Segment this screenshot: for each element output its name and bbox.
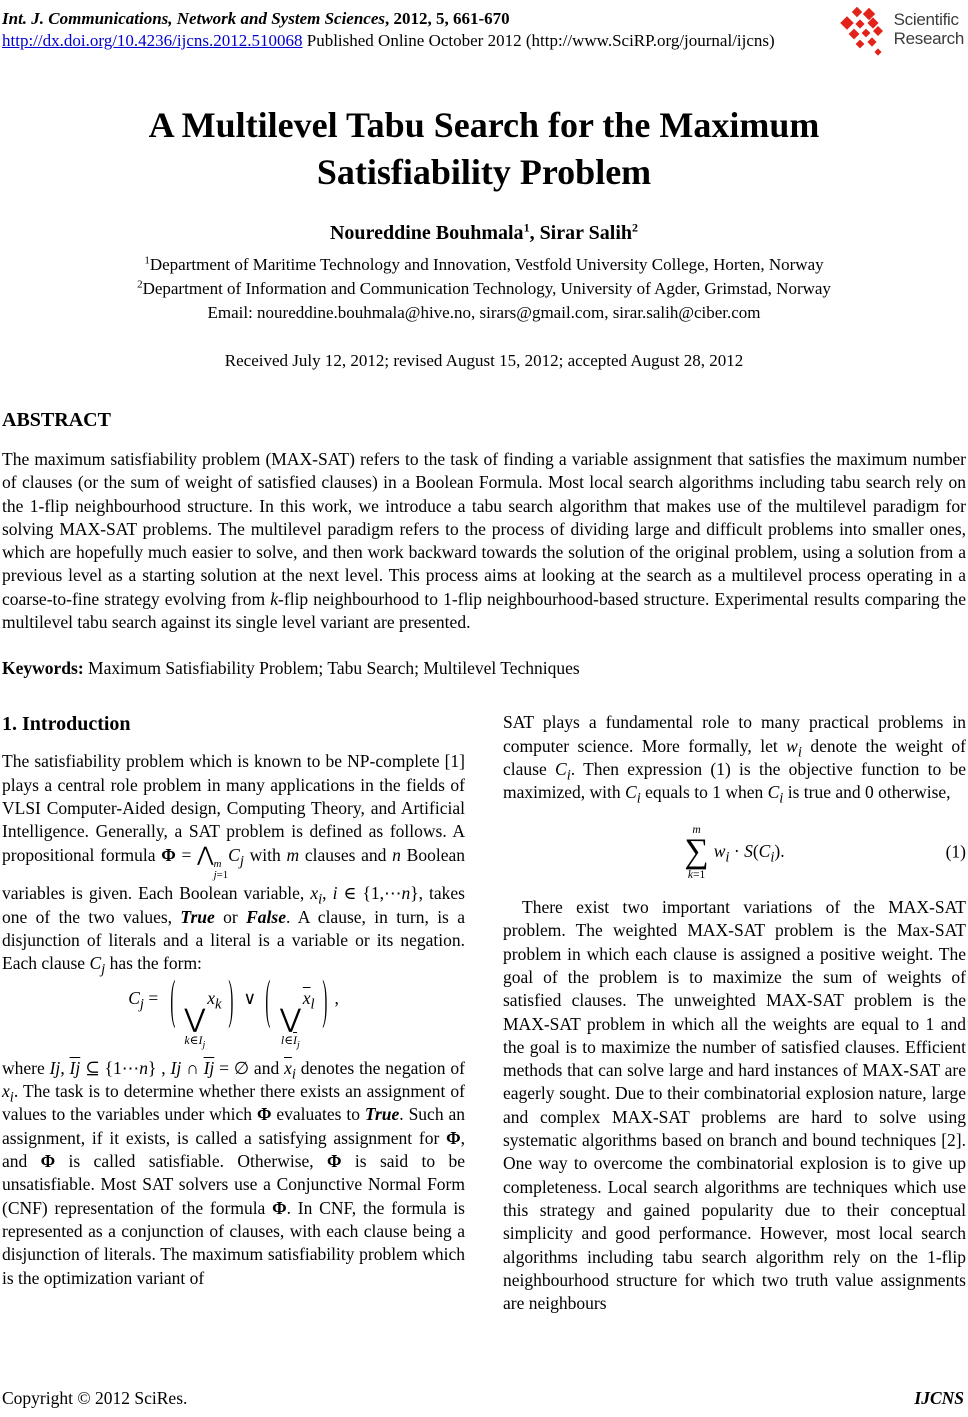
objective-function-row <box>503 823 966 883</box>
copyright-text: Copyright © 2012 SciRes. <box>2 1388 188 1408</box>
publication-line <box>2 30 775 52</box>
journal-citation-line <box>2 8 775 30</box>
intro-paragraph-1: The satisfiability problem which is known to be NP-complete [1] plays a central role problem in many applications in the fields of VLSI Computer-Aided design, Computing Theory, and Artificial Intelligence. Generally, a SAT problem is defined as follows. A propositional formula Φ = ⋀ m j=1 $C_j$ with m clauses and n Boolean variables is given. Each Boolean variable, $x_i$, i ∈ {1,⋯n}, takes one of the two values, True or False. A clause, in turn, is a disjunction of literals and a literal is a variable or its negation. Each clause $C_j$ has the form: <box>2 751 466 978</box>
body-columns <box>2 711 966 1315</box>
journal-name: Int. J. Communications, Network and System Sciences <box>2 9 386 28</box>
email-line: Email: noureddine.bouhmala@hive.no, sirars@gmail.com, sirar.salih@ciber.com <box>207 303 761 322</box>
journal-info <box>2 6 775 52</box>
journal-abbreviation: IJCNS <box>914 1388 964 1408</box>
affiliation-2: $^2$Department of Information and Communication Technology, University of Agder, Grimstad, Norway <box>137 278 831 298</box>
page-footer <box>2 1388 964 1409</box>
left-column <box>2 711 465 1315</box>
received-dates-line: Received July 12, 2012; revised August 15, 2012; accepted August 28, 2012 <box>224 351 744 370</box>
doi-link[interactable]: http://dx.doi.org/10.4236/ijcns.2012.510068 <box>2 31 303 50</box>
intro-paragraph-4: There exist two important variations of the MAX-SAT problem. The weighted MAX-SAT problem is the Max-SAT problem in which each clause is assigned a positive weight. The goal of the problem is to maximize the sum of weights of satisfied clauses. The unweighted MAX-SAT problem is the MAX-SAT problem in which all the weights are equal to 1 and the goal is to maximize the number of satisfied clauses. Efficient methods that can solve large and hard instances of MAX-SAT are eagerly sought. Due to their combinatorial explosion nature, large and complex MAX-SAT problems are hard to solve using systematic algorithms based on branch and bound techniques [2]. One way to overcome the combinatorial explosion is to give up completeness. Local search algorithms are techniques which use this strategy and gained popularity due to their conceptual simplicity and good performance. However, most local search algorithms including tabu search algorithm rely on the 1-flip neighbourhood structure for which two truth value assignments are neighbours <box>503 897 966 1314</box>
objective-formula: m ∑ k=1 $w_i \cdot S(C_i)$. <box>684 823 785 881</box>
abstract-heading: ABSTRACT <box>2 409 111 431</box>
abstract-body: The maximum satisfiability problem (MAX-SAT) refers to the task of finding a variable assignment that satisfies the maximum number of clauses (or the sum of weight of satisfied clauses) in a Boolean Formula. Most local search algorithms including tabu search rely on the 1-flip neighbourhood structure. In this work, we introduce a tabu search algorithm that makes use of the multilevel paradigm for solving MAX-SAT problems. The multilevel paradigm refers to the process of dividing large and difficult problems into smaller ones, which are hopefully much easier to solve, and then work backward towards the solution of the original problem, using a solution from a previous level as a starting solution at the next level. This process aims at looking at the search as a multilevel process operating in a coarse-to-fine strategy evolving from k-flip neighbourhood to 1-flip neighbourhood-based structure. Experimental results comparing the multilevel tabu search against its single level variant are presented. <box>2 449 967 633</box>
authors-line: Noureddine Bouhmala$^1$, Sirar Salih$^2$ <box>329 220 638 244</box>
section-heading-introduction: 1. Introduction <box>2 713 131 736</box>
paper-title: A Multilevel Tabu Search for the Maximum Satisfiability Problem <box>148 105 820 192</box>
keywords-line <box>2 658 966 679</box>
publisher-name-line1: Scientific <box>893 10 959 29</box>
clause-formula: $C_j$ = ( ⋁ $k\in I_j$ $x_k$ ) ∨ ( ⋁ $l\in\overline{I}_j$ $\overline{x}_l$ ) , <box>128 967 339 1050</box>
right-column <box>503 711 966 1315</box>
publisher-logo <box>838 6 964 58</box>
equation-number: (1) <box>945 841 966 862</box>
published-online-text: Published Online October 2012 (http://www.SciRP.org/journal/ijcns) <box>302 31 775 50</box>
keywords-text: Maximum Satisfiability Problem; Tabu Search; Multilevel Techniques <box>83 658 580 679</box>
intro-paragraph-2: where Ij, $\overline{Ij}$ ⊆ {1⋯n} , Ij ∩ $\overline{Ij}$ = ∅ and $\overline{x}_i$ denotes the negation of $x_i$. The task is to determine whether there exists an assignment of values to the variables under which Φ evaluates to True. Such an assignment, if it exists, is called a satisfying assignment for Φ, and Φ is called satisfiable. Otherwise, Φ is said to be unsatisfiable. Most SAT solvers use a Conjunctive Normal Form (CNF) representation of the formula Φ. In CNF, the formula is represented as a conjunction of clauses, with each clause being a disjunction of literals. The maximum satisfiability problem which is the optimization variant of <box>2 1057 465 1288</box>
page-header <box>2 6 966 58</box>
scientific-research-diamonds-icon <box>838 6 890 58</box>
affiliation-1: $^1$Department of Maritime Technology and Innovation, Vestfold University College, Horten, Norway <box>144 254 824 274</box>
intro-paragraph-3: SAT plays a fundamental role to many practical problems in computer science. More formally, let $w_i$ denote the weight of clause $C_i$. Then expression (1) is the objective function to be maximized, with $C_i$ equals to 1 when $C_i$ is true and 0 otherwise, <box>503 712 967 807</box>
keywords-label: Keywords: <box>2 658 84 679</box>
affiliations-block <box>2 253 966 325</box>
journal-issue-info: , 2012, 5, 661-670 <box>385 9 510 28</box>
publisher-name-line2: Research <box>893 29 964 48</box>
publisher-name <box>894 10 964 48</box>
